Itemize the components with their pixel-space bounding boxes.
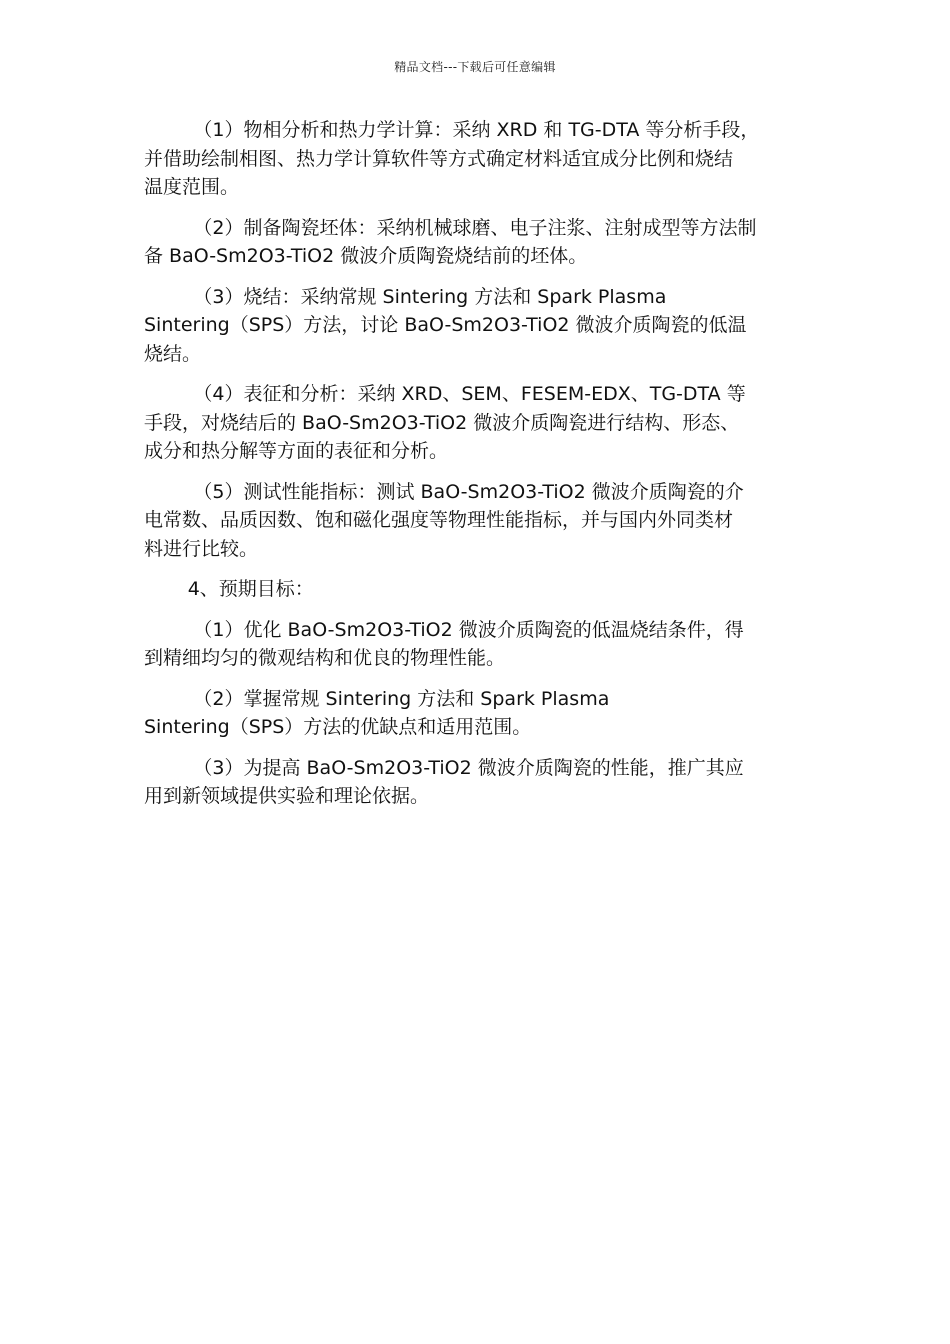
paragraph-method-3: [144, 283, 806, 369]
text-line: （3）烧结：采纳常规 Sintering 方法和 Spark Plasma: [193, 285, 667, 308]
text-line: （5）测试性能指标：测试 BaO-Sm2O3-TiO2 微波介质陶瓷的介: [193, 480, 744, 503]
page-header: 精品文档---下载后可任意编辑: [394, 60, 556, 74]
paragraph-method-5: [144, 478, 806, 564]
text-line: （2）掌握常规 Sintering 方法和 Spark Plasma: [193, 687, 610, 710]
text-line: Sintering（SPS）方法的优缺点和适用范围。: [144, 716, 532, 738]
heading-text: 4、预期目标：: [187, 578, 314, 600]
text-line: （1）物相分析和热力学计算：采纳 XRD 和 TG-DTA 等分析手段，: [193, 119, 760, 141]
paragraph-goal-2: [144, 685, 806, 742]
text-line: 用到新领域提供实验和理论依据。: [144, 785, 430, 807]
document-body: [144, 116, 806, 823]
paragraph-method-1: [144, 116, 806, 202]
section-heading-goals: [144, 575, 806, 604]
text-line: 料进行比较。: [144, 537, 259, 560]
text-line: 电常数、品质因数、饱和磁化强度等物理性能指标，并与国内外同类材: [144, 509, 734, 531]
text-line: 成分和热分解等方面的表征和分析。: [144, 440, 449, 462]
paragraph-method-2: [144, 214, 806, 271]
paragraph-goal-3: [144, 754, 806, 811]
text-line: （4）表征和分析：采纳 XRD、SEM、FESEM-EDX、TG-DTA 等: [193, 383, 746, 405]
text-line: （1）优化 BaO-Sm2O3-TiO2 微波介质陶瓷的低温烧结条件，得: [193, 618, 744, 641]
text-line: 到精细均匀的微观结构和优良的物理性能。: [144, 647, 506, 669]
text-line: 手段，对烧结后的 BaO-Sm2O3-TiO2 微波介质陶瓷进行结构、形态、: [144, 411, 740, 434]
text-line: 备 BaO-Sm2O3-TiO2 微波介质陶瓷烧结前的坯体。: [144, 245, 588, 267]
text-line: （3）为提高 BaO-Sm2O3-TiO2 微波介质陶瓷的性能，推广其应: [193, 756, 744, 779]
paragraph-method-4: [144, 380, 806, 466]
text-line: Sintering（SPS）方法，讨论 BaO-Sm2O3-TiO2 微波介质陶瓷的低温: [144, 314, 747, 336]
text-line: 并借助绘制相图、热力学计算软件等方式确定材料适宜成分比例和烧结: [144, 147, 734, 170]
text-line: 烧结。: [144, 342, 202, 365]
text-line: （2）制备陶瓷坯体：采纳机械球磨、电子注浆、注射成型等方法制: [193, 216, 757, 239]
text-line: 温度范围。: [144, 176, 240, 198]
paragraph-goal-1: [144, 616, 806, 673]
